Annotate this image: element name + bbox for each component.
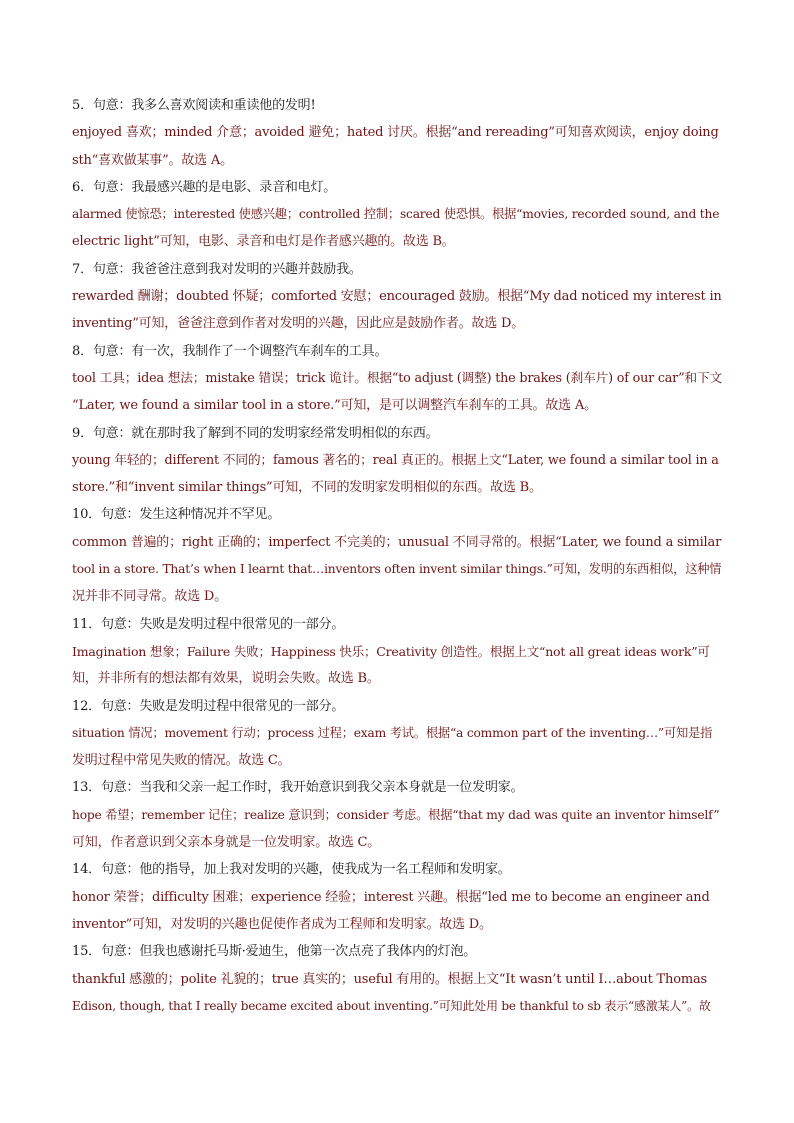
explanation-line: “Later, we found a similar tool in a store.”可知，是可以调整汽车刹车的工具。故选 A。 [72,398,597,414]
question-heading: 13．句意：当我和父亲一起工作时，我开始意识到我父亲本身就是一位发明家。 [72,780,524,796]
explanation-line: 发明过程中常见失败的情况。故选 C。 [72,753,291,769]
explanation-line: young 年轻的；different 不同的；famous 著名的；real 真正的。根据上文“Later, we found a similar tool in a [72,452,719,468]
explanation-line: hope 希望；remember 记住；realize 意识到；consider 考虑。根据“that my dad was quite an inventor himself” [72,807,720,822]
explanation-line: honor 荣誉；difficulty 困难；experience 经验；interest 兴趣。根据“led me to become an engineer and [72,889,710,905]
explanation-line: common 普遍的；right 正确的；imperfect 不完美的；unusual 不同寻常的。根据“Later, we found a similar [72,534,722,550]
question-heading: 14．句意：他的指导，加上我对发明的兴趣，使我成为一名工程师和发明家。 [72,862,511,878]
explanation-line: 况并非不同寻常。故选 D。 [72,589,227,605]
answer-explanations [72,92,722,1020]
question-heading: 11．句意：失败是发明过程中很常见的一部分。 [72,616,345,632]
explanation-line: 知，并非所有的想法都有效果，说明会失败。故选 B。 [72,671,380,687]
explanation-line: situation 情况；movement 行动；process 过程；exam 考试。根据“a common part of the inventing…”可知是指 [72,725,713,740]
question-heading: 9．句意：就在那时我了解到不同的发明家经常发明相似的东西。 [72,425,439,441]
question-heading: 12．句意：失败是发明过程中很常见的一部分。 [72,698,345,714]
explanation-line: sth“喜欢做某事”。故选 A。 [72,152,233,168]
question-heading: 15．句意：但我也感谢托马斯·爱迪生，他第一次点亮了我体内的灯泡。 [72,944,477,960]
explanation-line: 可知，作者意识到父亲本身就是一位发明家。故选 C。 [72,835,381,851]
question-heading: 10．句意：发生这种情况并不罕见。 [72,507,281,523]
explanation-line: rewarded 酬谢；doubted 怀疑；comforted 安慰；encouraged 鼓励。根据“My dad noticed my interest in [72,289,722,305]
question-heading: 7．句意：我爸爸注意到我对发明的兴趣并鼓励我。 [72,261,362,277]
explanation-line: Edison, though, that I really became excited about inventing.”可知此处用 be thankful to sb 表示“感激某人”。故 [72,998,711,1013]
explanation-line: Imagination 想象；Failure 失败；Happiness 快乐；Creativity 创造性。根据上文“not all great ideas work”可 [72,643,710,659]
explanation-line: inventor”可知，对发明的兴趣也促使作者成为工程师和发明家。故选 D。 [72,916,492,932]
explanation-line: store.”和“invent similar things”可知，不同的发明家发明相似的东西。故选 B。 [72,480,542,496]
explanation-line: tool in a store. That’s when I learnt that…inventors often invent similar things.”可知，发明的东西相似，这种情 [72,562,722,577]
explanation-line: thankful 感激的；polite 礼貌的；true 真实的；useful 有用的。根据上文“It wasn’t until I…about Thomas [72,971,707,987]
explanation-line: enjoyed 喜欢；minded 介意；avoided 避免；hated 讨厌。根据“and rereading”可知喜欢阅读，enjoy doing [72,125,719,141]
explanation-line: tool 工具；idea 想法；mistake 错误；trick 诡计。根据“to adjust (调整) the brakes (刹车片) of our car”和下文 [72,370,723,386]
question-heading: 8．句意：有一次，我制作了一个调整汽车刹车的工具。 [72,343,388,359]
question-heading: 5．句意：我多么喜欢阅读和重读他的发明! [72,98,316,113]
explanation-line: alarmed 使惊恐；interested 使感兴趣；controlled 控制；scared 使恐惧。根据“movies, recorded sound, and the [72,207,720,222]
explanation-line: electric light”可知，电影、录音和电灯是作者感兴趣的。故选 B。 [72,234,455,250]
question-heading: 6．句意：我最感兴趣的是电影、录音和电灯。 [72,179,337,195]
explanation-line: inventing”可知，爸爸注意到作者对发明的兴趣，因此应是鼓励作者。故选 D。 [72,316,525,332]
